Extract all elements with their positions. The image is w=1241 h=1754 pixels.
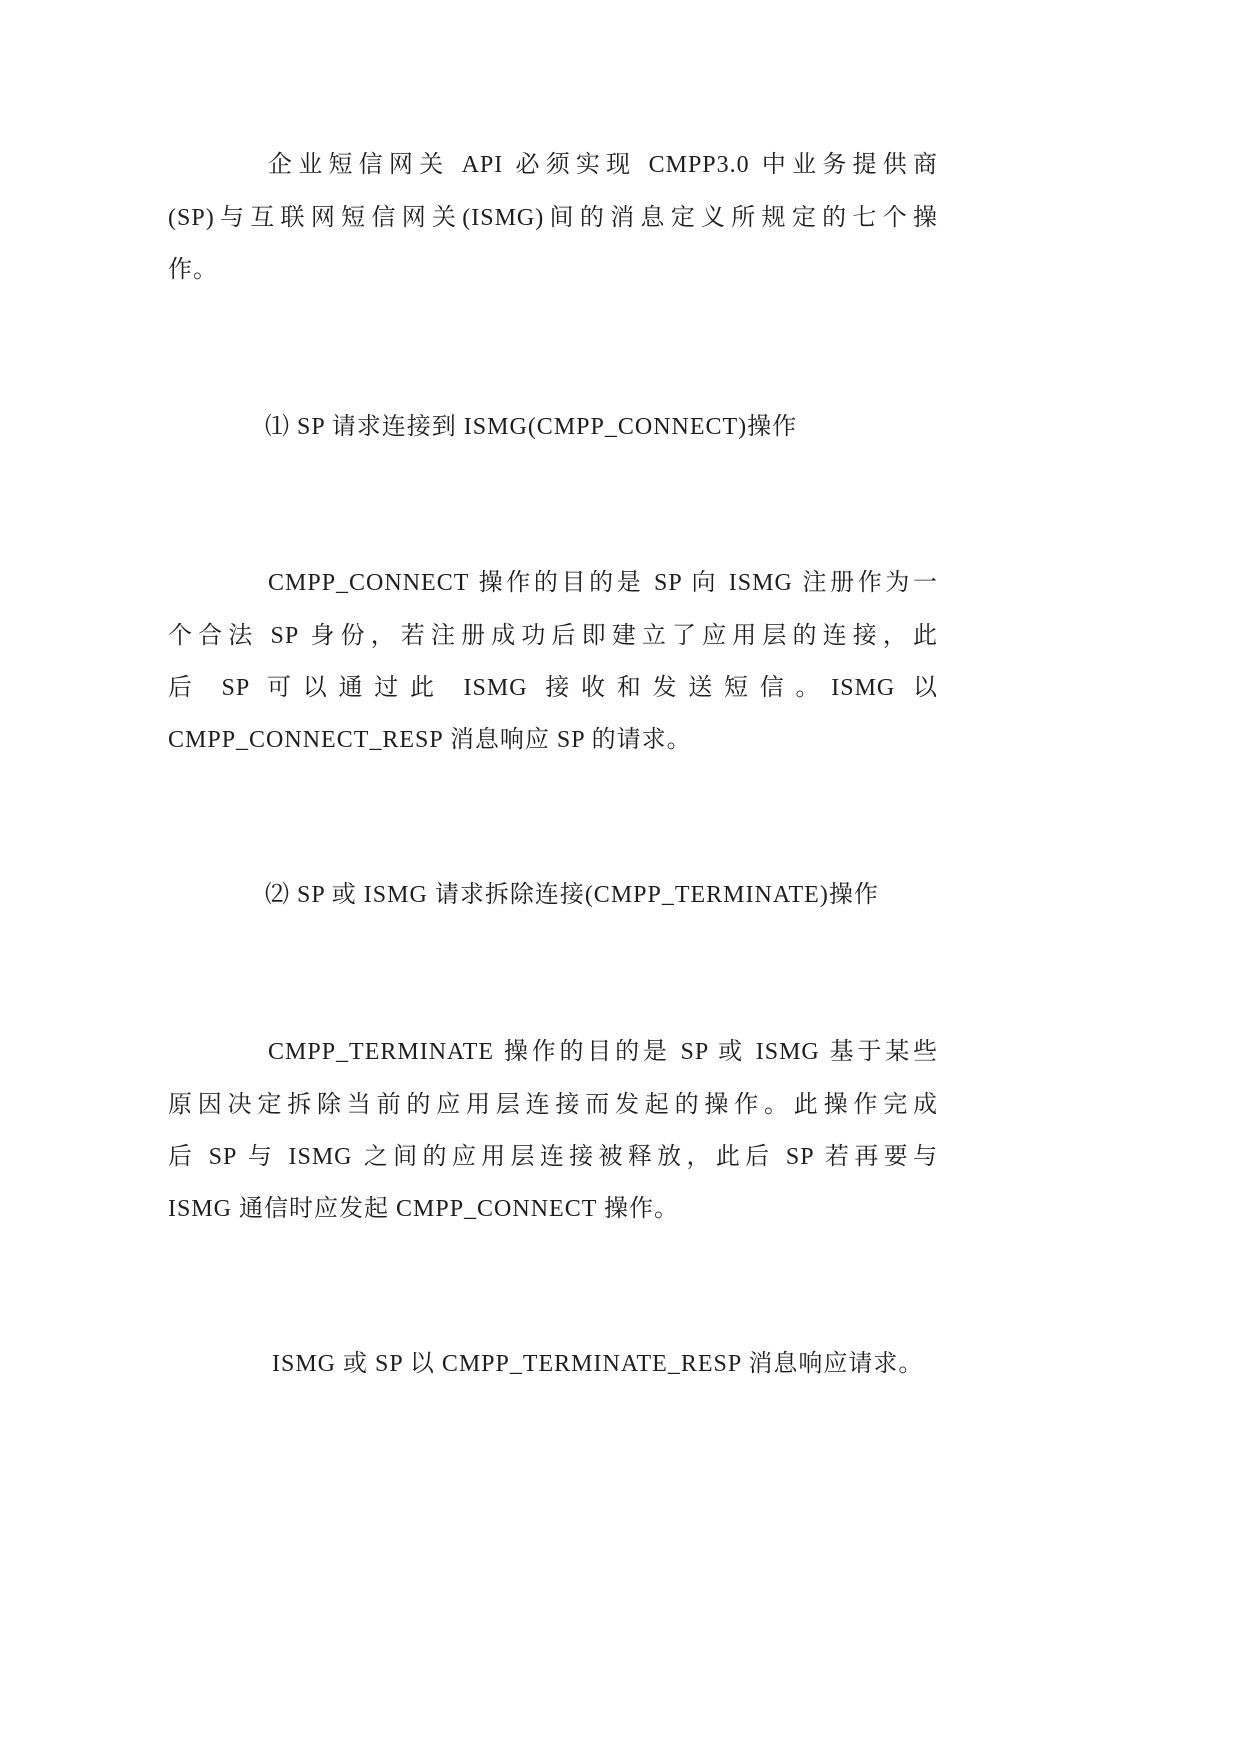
section-heading-terminate: ⑵ SP 或 ISMG 请求拆除连接(CMPP_TERMINATE)操作 <box>265 882 879 908</box>
paragraph-line: 企业短信网关 API 必须实现 CMPP3.0 中业务提供商 <box>268 152 938 178</box>
paragraph-line: 后 SP 可以通过此 ISMG 接收和发送短信。ISMG 以 <box>168 675 938 701</box>
paragraph-line: ISMG 通信时应发起 CMPP_CONNECT 操作。 <box>168 1196 679 1222</box>
paragraph-line: (SP)与互联网短信网关(ISMG)间的消息定义所规定的七个操 <box>168 205 938 231</box>
paragraph-line: CMPP_TERMINATE 操作的目的是 SP 或 ISMG 基于某些 <box>268 1039 938 1065</box>
section-heading-connect: ⑴ SP 请求连接到 ISMG(CMPP_CONNECT)操作 <box>265 414 798 440</box>
paragraph-line: 原因决定拆除当前的应用层连接而发起的操作。此操作完成 <box>168 1092 938 1118</box>
paragraph-line: CMPP_CONNECT 操作的目的是 SP 向 ISMG 注册作为一 <box>268 570 938 596</box>
paragraph-line: 作。 <box>168 257 218 283</box>
paragraph-line: CMPP_CONNECT_RESP 消息响应 SP 的请求。 <box>168 727 692 753</box>
paragraph-line: 后 SP 与 ISMG 之间的应用层连接被释放，此后 SP 若再要与 <box>168 1144 938 1170</box>
paragraph-line: 个合法 SP 身份，若注册成功后即建立了应用层的连接，此 <box>168 623 938 649</box>
paragraph-line: ISMG 或 SP 以 CMPP_TERMINATE_RESP 消息响应请求。 <box>272 1351 924 1377</box>
